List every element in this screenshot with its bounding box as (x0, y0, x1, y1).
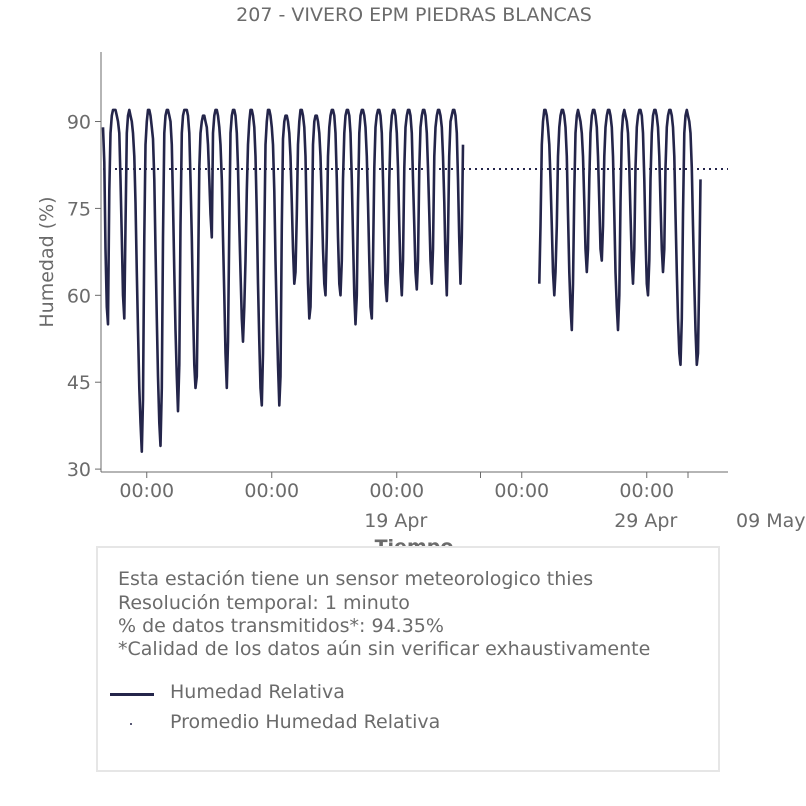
x-tick-label: 00:00 (244, 480, 300, 502)
series-line-humedad-relativa (103, 110, 701, 452)
y-axis-label: Humedad (%) (36, 196, 58, 328)
x-tick-label: 00:00 (619, 480, 675, 502)
x-tick-label: 00:00 (119, 480, 175, 502)
y-tick-label: 30 (66, 459, 91, 482)
resolution-text: Resolución temporal: 1 minuto (118, 592, 410, 614)
quality-note-text: *Calidad de los datos aún sin verificar exhaustivamente (118, 638, 651, 660)
x-tick-label: 00:00 (369, 480, 425, 502)
chart-title: 207 - VIVERO EPM PIEDRAS BLANCAS (236, 4, 592, 26)
x-date-label: 09 May (736, 510, 806, 532)
y-tick-label: 45 (66, 372, 91, 395)
y-tick-label: 75 (66, 198, 91, 221)
humidity-series (103, 110, 701, 452)
x-date-label: 19 Apr (364, 510, 428, 532)
legend-label-mean: Promedio Humedad Relativa (170, 711, 441, 733)
x-date-label: 29 Apr (614, 510, 678, 532)
sensor-info-text: Esta estación tiene un sensor meteorologico thies (118, 568, 594, 590)
x-tick-label: 00:00 (494, 480, 550, 502)
info-box (96, 546, 720, 772)
x-axis (101, 472, 806, 532)
y-axis (67, 52, 101, 481)
transmitted-data-text: % de datos transmitidos*: 94.35% (118, 615, 444, 637)
legend-label-humidity: Humedad Relativa (170, 681, 345, 703)
y-tick-label: 60 (66, 285, 91, 308)
legend-line-swatch (110, 693, 154, 696)
legend-dot-swatch (130, 723, 132, 725)
y-tick-label: 90 (66, 111, 91, 134)
